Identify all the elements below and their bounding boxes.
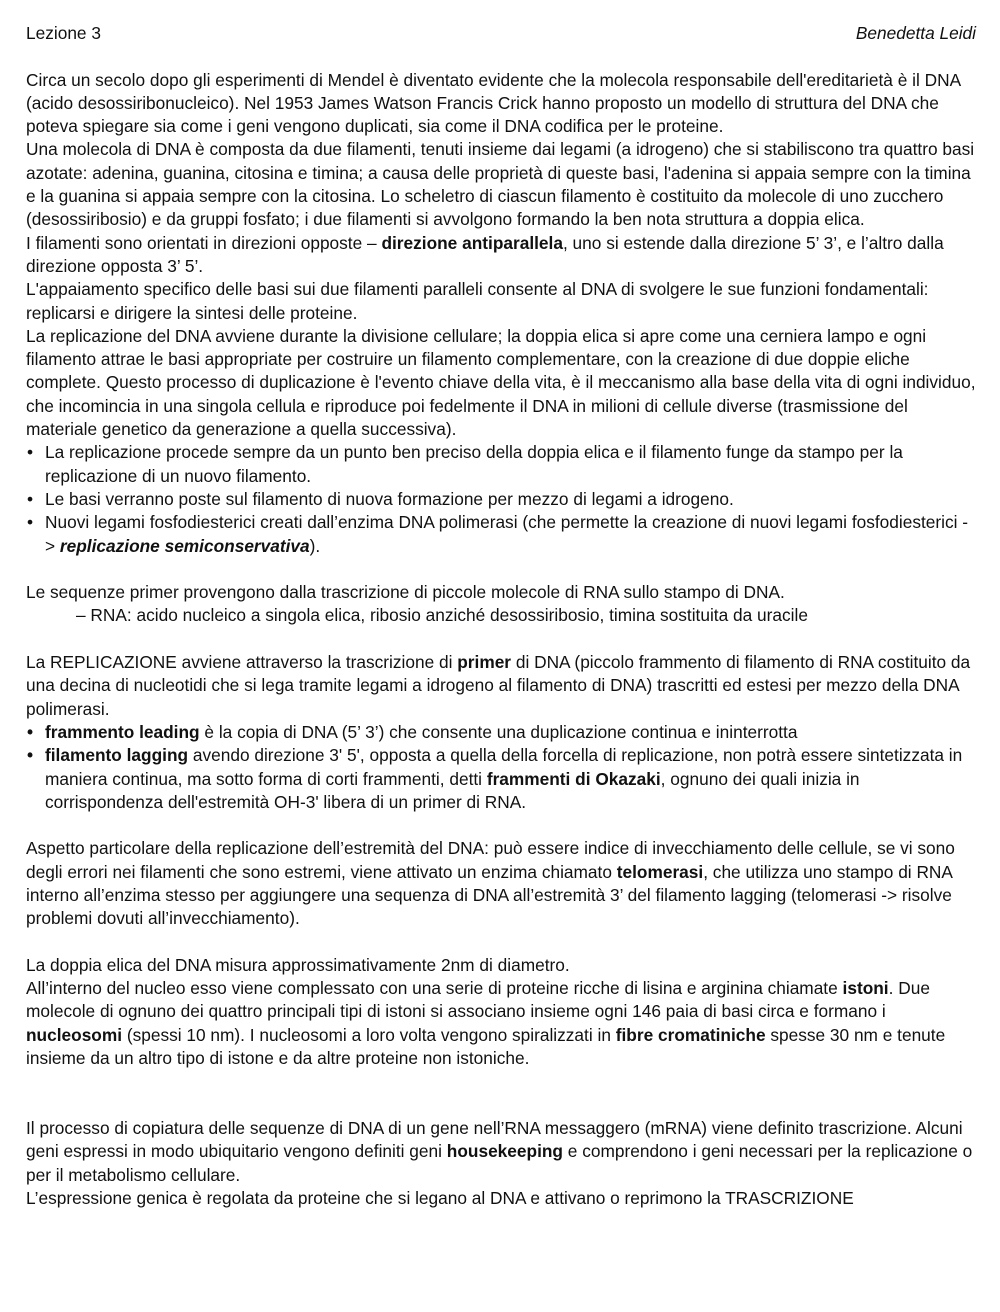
paragraph-primer-sequences: Le sequenze primer provengono dalla trascrizione di piccole molecole di RNA sullo stampo di DNA. — [26, 582, 785, 603]
list-item: • La replicazione procede sempre da un punto ben preciso della doppia elica e il filamento funge da stampo per la replicazione di un nuovo filamento. — [26, 441, 976, 488]
term-telomerase: telomerasi — [616, 861, 704, 882]
paragraph-diameter: La doppia elica del DNA misura approssimativamente 2nm di diametro. — [26, 954, 570, 975]
document-page — [26, 22, 976, 1210]
paragraph-gene-expression: L’espressione genica è regolata da proteine che si legano al DNA e attivano o reprimono la TRASCRIZIONE — [26, 1187, 854, 1208]
spacer — [26, 628, 976, 651]
term-lagging: filamento lagging — [45, 745, 189, 766]
replication-bullet-list — [26, 441, 976, 557]
list-item: • filamento lagging avendo direzione 3' 5', opposta a quella della forcella di replicazione, non potrà essere sintetizzata in maniera continua, ma sotto forma di corti frammenti, detti frammenti di Okazaki, ognuno dei quali inizia in corrispondenza dell'estremità OH-3' libera di un primer di RNA. — [26, 744, 976, 814]
paragraph-histones: All’interno del nucleo esso viene complessato con una serie di proteine ricche di lisina e arginina chiamate istoni. Due molecole di ognuno dei quattro principali tipi di istoni si associano insieme ogni 146 paia di basi circa e formano i nucleosomi (spessi 10 nm). I nucleosomi a loro volta vengono spiralizzati in fibre cromatiniche spesse 30 nm e tenute insieme da un altro tipo di istone e da altre proteine non istoniche. — [26, 978, 946, 1069]
term-nucleosomes: nucleosomi — [26, 1024, 123, 1045]
paragraph-base-pairing: L'appaiamento specifico delle basi sui due filamenti paralleli consente al DNA di svolgere le sue funzioni fondamentali: replicarsi e dirigere la sintesi delle proteine. — [26, 279, 929, 323]
term-okazaki: frammenti di Okazaki — [486, 768, 661, 789]
term-antiparallel: direzione antiparallela — [381, 232, 563, 253]
spacer — [26, 814, 976, 837]
spacer — [26, 1070, 976, 1117]
lesson-title: Lezione 3 — [26, 23, 101, 43]
paragraph-primer: La REPLICAZIONE avviene attraverso la trascrizione di primer di DNA (piccolo frammento di filamento di RNA costituito da una decina di nucleotidi che si lega tramite legami a idrogeno al filamento di DNA) trascritti ed estesi per mezzo della DNA polimerasi. — [26, 652, 971, 719]
paragraph-antiparallel: I filamenti sono orientati in direzioni opposte – direzione antiparallela, uno si estende dalla direzione 5’ 3’, e l’altro dalla direzione opposta 3’ 5’. — [26, 232, 944, 276]
term-semiconservative: replicazione semiconservativa — [59, 535, 310, 556]
spacer — [26, 558, 976, 581]
list-item: • Le basi verranno poste sul filamento di nuova formazione per mezzo di legami a idrogeno. — [26, 488, 976, 511]
paragraph-replication: La replicazione del DNA avviene durante la divisione cellulare; la doppia elica si apre come una cerniera lampo e ogni filamento attrae le basi appropriate per costruire un filamento complementare, con la creazione di due doppie eliche complete. Questo processo di duplicazione è l'evento chiave della vita, è il meccanismo alla base della vita di ogni individuo, che incomincia in una singola cellula e riproduce poi fedelmente il DNA in milioni di cellule diverse (trasmissione del materiale genetico da generazione a quella successiva). — [26, 325, 976, 440]
term-housekeeping: housekeeping — [446, 1141, 563, 1162]
list-item: • Nuovi legami fosfodiesterici creati dall’enzima DNA polimerasi (che permette la creazione di nuovi legami fosfodiesterici -> replicazione semiconservativa). — [26, 511, 976, 558]
page-header — [26, 22, 976, 45]
paragraph-transcription: Il processo di copiatura delle sequenze di DNA di un gene nell’RNA messaggero (mRNA) viene definito trascrizione. Alcuni geni espressi in modo ubiquitario vengono definiti geni housekeeping e comprendono i geni necessari per la replicazione o per il metabolismo cellulare. — [26, 1117, 973, 1185]
term-primer: primer — [457, 652, 512, 673]
strand-bullet-list — [26, 721, 976, 814]
paragraph-dna-structure: Una molecola di DNA è composta da due filamenti, tenuti insieme dai legami (a idrogeno) che si stabiliscono tra quattro basi azotate: adenina, guanina, citosina e timina; a causa delle proprietà di queste basi, l'adenina si appaia sempre con la timina e la guanina si appaia sempre con la citosina. Lo scheletro di ciascun filamento è costituito da molecole di uno zucchero (desossiribosio) e da gruppi fosfato; i due filamenti si avvolgono formando la ben nota struttura a doppia elica. — [26, 139, 975, 230]
term-histones: istoni — [842, 978, 889, 999]
rna-definition: – RNA: acido nucleico a singola elica, ribosio anziché desossiribosio, timina sostituita da uracile — [76, 605, 808, 626]
term-leading: frammento leading — [45, 721, 200, 742]
paragraph-dna-discovery: Circa un secolo dopo gli esperimenti di Mendel è diventato evidente che la molecola responsabile dell'ereditarietà è il DNA (acido desossiribonucleico). Nel 1953 James Watson Francis Crick hanno proposto un modello di struttura del DNA che poteva spiegare sia come i geni vengono duplicati, sia come il DNA codifica per le proteine. — [26, 69, 961, 137]
author-name: Benedetta Leidi — [855, 23, 976, 43]
paragraph-telomerase: Aspetto particolare della replicazione dell’estremità del DNA: può essere indice di invecchiamento delle cellule, se vi sono degli errori nei filamenti che sono estremi, viene attivato un enzima chiamato telomerasi, che utilizza uno stampo di RNA interno all’enzima stesso per aggiungere una sequenza di DNA all’estremità 3’ del filamento lagging (telomerasi -> risolve problemi dovuti all’invecchiamento). — [26, 838, 955, 929]
term-chromatin-fibers: fibre cromatiniche — [615, 1024, 766, 1045]
list-item: • frammento leading è la copia di DNA (5’ 3’) che consente una duplicazione continua e ininterrotta — [26, 721, 976, 744]
spacer — [26, 931, 976, 954]
